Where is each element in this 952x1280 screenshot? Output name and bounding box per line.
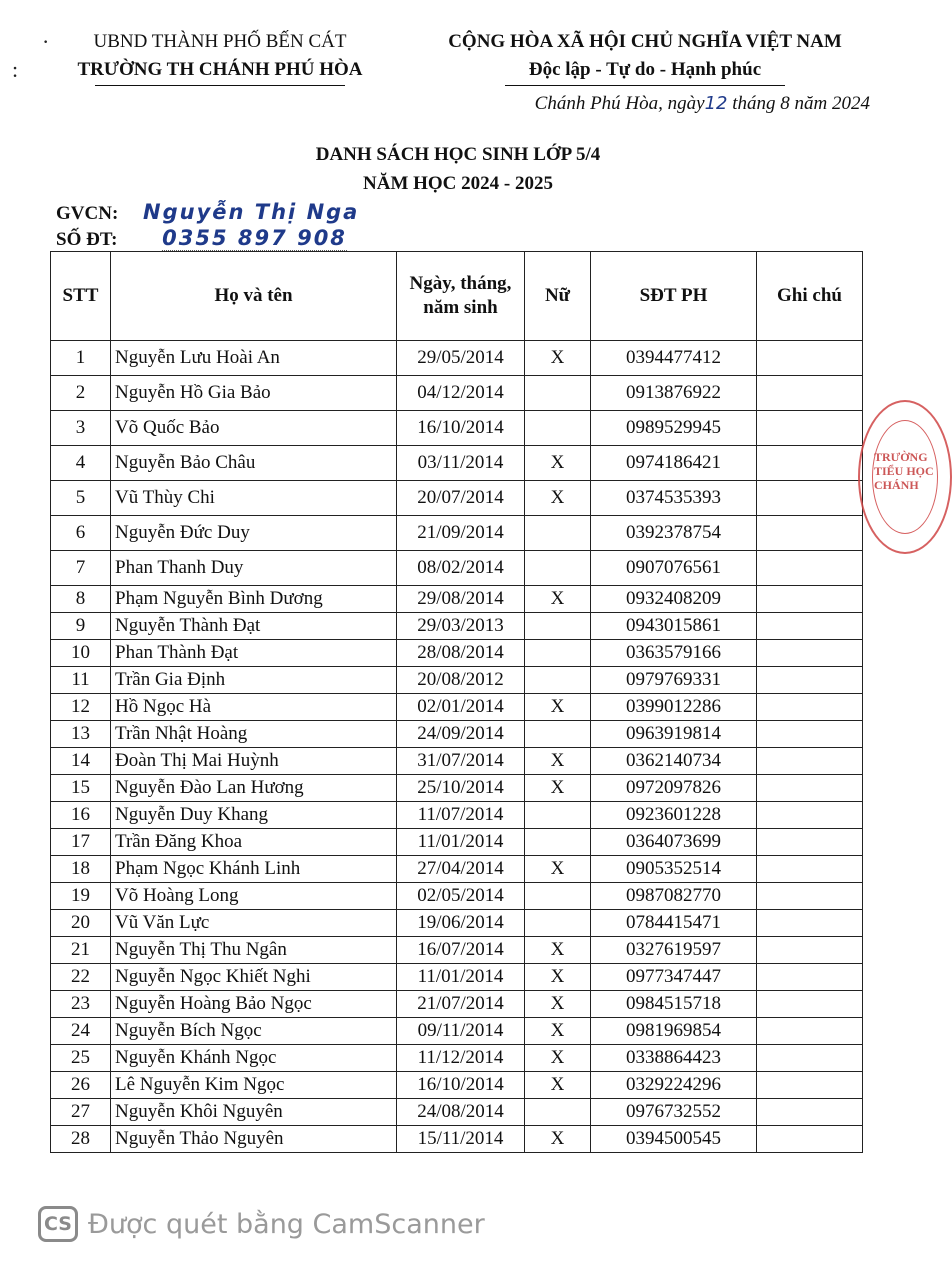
cell-dob: 19/06/2014 <box>397 910 525 937</box>
table-row <box>51 551 863 586</box>
cell-parent-phone: 0987082770 <box>591 883 757 910</box>
cell-stt: 7 <box>51 551 111 586</box>
cell-dob: 29/03/2013 <box>397 613 525 640</box>
table-row <box>51 991 863 1018</box>
cell-name: Nguyễn Lưu Hoài An <box>111 341 397 376</box>
cell-dob: 16/10/2014 <box>397 411 525 446</box>
cell-female <box>525 613 591 640</box>
cell-parent-phone: 0907076561 <box>591 551 757 586</box>
date-line <box>535 93 870 115</box>
cell-name: Nguyễn Ngọc Khiết Nghi <box>111 964 397 991</box>
header-left-underline <box>95 84 345 86</box>
cell-name: Phạm Nguyễn Bình Dương <box>111 586 397 613</box>
gvcn-value-handwritten: Nguyễn Thị Nga <box>143 200 360 224</box>
cell-name: Hồ Ngọc Hà <box>111 694 397 721</box>
cell-dob: 21/09/2014 <box>397 516 525 551</box>
cell-parent-phone: 0394500545 <box>591 1126 757 1153</box>
cell-note <box>757 613 863 640</box>
cell-name: Phan Thanh Duy <box>111 551 397 586</box>
gvcn-row <box>56 200 359 225</box>
cell-female: X <box>525 964 591 991</box>
date-prefix: Chánh Phú Hòa, ngày <box>534 93 705 114</box>
cell-female: X <box>525 341 591 376</box>
table-header-row <box>51 252 863 341</box>
cell-parent-phone: 0327619597 <box>591 937 757 964</box>
cell-parent-phone: 0399012286 <box>591 694 757 721</box>
cell-stt: 26 <box>51 1072 111 1099</box>
cell-dob: 16/10/2014 <box>397 1072 525 1099</box>
cell-name: Võ Hoàng Long <box>111 883 397 910</box>
cell-female: X <box>525 1045 591 1072</box>
cell-female: X <box>525 1072 591 1099</box>
table-row <box>51 481 863 516</box>
cell-note <box>757 446 863 481</box>
cell-note <box>757 481 863 516</box>
cell-name: Nguyễn Khôi Nguyên <box>111 1099 397 1126</box>
cell-parent-phone: 0963919814 <box>591 721 757 748</box>
cell-note <box>757 1045 863 1072</box>
cell-dob: 24/08/2014 <box>397 1099 525 1126</box>
cell-parent-phone: 0932408209 <box>591 586 757 613</box>
cell-parent-phone: 0976732552 <box>591 1099 757 1126</box>
cell-stt: 22 <box>51 964 111 991</box>
document-title: DANH SÁCH HỌC SINH LỚP 5/4 <box>315 144 601 165</box>
date-day-handwritten: 12 <box>704 93 728 114</box>
cell-parent-phone: 0905352514 <box>591 856 757 883</box>
scan-speck: : <box>12 57 19 82</box>
cell-name: Nguyễn Thảo Nguyên <box>111 1126 397 1153</box>
cell-parent-phone: 0989529945 <box>591 411 757 446</box>
cell-stt: 6 <box>51 516 111 551</box>
table-row <box>51 721 863 748</box>
table-row <box>51 694 863 721</box>
cell-note <box>757 640 863 667</box>
header-dob: Ngày, tháng, năm sinh <box>397 252 525 341</box>
student-table <box>50 251 863 1153</box>
header-stt: STT <box>51 252 111 341</box>
ministry-name: UBND THÀNH PHỐ BẾN CÁT <box>93 31 347 52</box>
camscanner-watermark: Được quét bằng CamScanner <box>88 1209 485 1240</box>
cell-female: X <box>525 481 591 516</box>
national-title: CỘNG HÒA XÃ HỘI CHỦ NGHĨA VIỆT NAM <box>448 31 842 52</box>
cell-stt: 23 <box>51 991 111 1018</box>
cell-stt: 10 <box>51 640 111 667</box>
cell-dob: 24/09/2014 <box>397 721 525 748</box>
scan-speck: · <box>42 29 50 54</box>
table-row <box>51 1126 863 1153</box>
cell-female <box>525 516 591 551</box>
camscanner-logo-icon: CS <box>38 1206 78 1242</box>
header-right <box>410 28 880 86</box>
cell-name: Đoàn Thị Mai Huỳnh <box>111 748 397 775</box>
cell-stt: 19 <box>51 883 111 910</box>
cell-stt: 20 <box>51 910 111 937</box>
cell-dob: 16/07/2014 <box>397 937 525 964</box>
cell-parent-phone: 0974186421 <box>591 446 757 481</box>
table-row <box>51 613 863 640</box>
cell-dob: 29/08/2014 <box>397 586 525 613</box>
table-row <box>51 376 863 411</box>
cell-note <box>757 856 863 883</box>
cell-note <box>757 551 863 586</box>
cell-stt: 14 <box>51 748 111 775</box>
table-row <box>51 446 863 481</box>
cell-note <box>757 910 863 937</box>
phone-label: SỐ ĐT: <box>56 229 118 250</box>
cell-note <box>757 991 863 1018</box>
cell-note <box>757 829 863 856</box>
cell-female <box>525 640 591 667</box>
cell-dob: 04/12/2014 <box>397 376 525 411</box>
cell-dob: 25/10/2014 <box>397 775 525 802</box>
table-row <box>51 516 863 551</box>
cell-female: X <box>525 775 591 802</box>
table-row <box>51 883 863 910</box>
cell-name: Nguyễn Khánh Ngọc <box>111 1045 397 1072</box>
cell-female <box>525 411 591 446</box>
cell-name: Nguyễn Đức Duy <box>111 516 397 551</box>
cell-parent-phone: 0984515718 <box>591 991 757 1018</box>
cell-note <box>757 411 863 446</box>
cell-stt: 28 <box>51 1126 111 1153</box>
cell-name: Trần Nhật Hoàng <box>111 721 397 748</box>
cell-female: X <box>525 694 591 721</box>
cell-name: Vũ Thùy Chi <box>111 481 397 516</box>
header-name: Họ và tên <box>111 252 397 341</box>
cell-dob: 20/07/2014 <box>397 481 525 516</box>
table-row <box>51 748 863 775</box>
header-female: Nữ <box>525 252 591 341</box>
table-row <box>51 964 863 991</box>
table-row <box>51 910 863 937</box>
cell-note <box>757 937 863 964</box>
cell-note <box>757 516 863 551</box>
cell-female <box>525 802 591 829</box>
date-suffix: tháng 8 năm 2024 <box>732 93 870 114</box>
cell-name: Nguyễn Bảo Châu <box>111 446 397 481</box>
cell-female: X <box>525 586 591 613</box>
cell-parent-phone: 0913876922 <box>591 376 757 411</box>
cell-female <box>525 551 591 586</box>
cell-dob: 31/07/2014 <box>397 748 525 775</box>
cell-dob: 03/11/2014 <box>397 446 525 481</box>
cell-female: X <box>525 991 591 1018</box>
cell-dob: 11/07/2014 <box>397 802 525 829</box>
table-row <box>51 586 863 613</box>
stamp-text: TRƯỜNG TIỂU HỌC CHÁNH <box>874 450 934 492</box>
cell-dob: 02/01/2014 <box>397 694 525 721</box>
cell-note <box>757 341 863 376</box>
cell-parent-phone: 0362140734 <box>591 748 757 775</box>
cell-female: X <box>525 748 591 775</box>
cell-note <box>757 883 863 910</box>
cell-note <box>757 748 863 775</box>
table-row <box>51 856 863 883</box>
cell-dob: 11/12/2014 <box>397 1045 525 1072</box>
cell-parent-phone: 0374535393 <box>591 481 757 516</box>
cell-stt: 3 <box>51 411 111 446</box>
cell-female <box>525 829 591 856</box>
table-row <box>51 411 863 446</box>
cell-female: X <box>525 1018 591 1045</box>
cell-stt: 4 <box>51 446 111 481</box>
cell-female: X <box>525 1126 591 1153</box>
cell-parent-phone: 0392378754 <box>591 516 757 551</box>
cell-name: Lê Nguyễn Kim Ngọc <box>111 1072 397 1099</box>
cell-parent-phone: 0338864423 <box>591 1045 757 1072</box>
cell-female: X <box>525 446 591 481</box>
cell-note <box>757 802 863 829</box>
cell-stt: 13 <box>51 721 111 748</box>
cell-dob: 29/05/2014 <box>397 341 525 376</box>
cell-dob: 02/05/2014 <box>397 883 525 910</box>
cell-dob: 28/08/2014 <box>397 640 525 667</box>
school-stamp <box>858 400 952 554</box>
cell-female <box>525 1099 591 1126</box>
table-row <box>51 802 863 829</box>
cell-note <box>757 775 863 802</box>
cell-parent-phone: 0977347447 <box>591 964 757 991</box>
cell-stt: 25 <box>51 1045 111 1072</box>
cell-stt: 11 <box>51 667 111 694</box>
header-note: Ghi chú <box>757 252 863 341</box>
cell-dob: 11/01/2014 <box>397 829 525 856</box>
cell-parent-phone: 0363579166 <box>591 640 757 667</box>
cell-female: X <box>525 856 591 883</box>
cell-note <box>757 1099 863 1126</box>
cell-stt: 8 <box>51 586 111 613</box>
cell-female <box>525 910 591 937</box>
cell-note <box>757 586 863 613</box>
cell-stt: 15 <box>51 775 111 802</box>
cell-note <box>757 1072 863 1099</box>
cell-name: Nguyễn Đào Lan Hương <box>111 775 397 802</box>
header-parent-phone: SĐT PH <box>591 252 757 341</box>
cell-stt: 21 <box>51 937 111 964</box>
cell-female <box>525 667 591 694</box>
cell-name: Nguyễn Hoàng Bảo Ngọc <box>111 991 397 1018</box>
cell-female <box>525 883 591 910</box>
cell-note <box>757 376 863 411</box>
header-right-underline <box>505 84 785 86</box>
school-name: TRƯỜNG TH CHÁNH PHÚ HÒA <box>77 59 363 80</box>
cell-name: Nguyễn Duy Khang <box>111 802 397 829</box>
cell-female <box>525 721 591 748</box>
cell-name: Nguyễn Thị Thu Ngân <box>111 937 397 964</box>
cell-parent-phone: 0394477412 <box>591 341 757 376</box>
cell-dob: 20/08/2012 <box>397 667 525 694</box>
cell-name: Vũ Văn Lực <box>111 910 397 937</box>
cell-stt: 24 <box>51 1018 111 1045</box>
table-row <box>51 640 863 667</box>
cell-stt: 16 <box>51 802 111 829</box>
phone-row <box>56 226 347 251</box>
cell-dob: 15/11/2014 <box>397 1126 525 1153</box>
cell-parent-phone: 0784415471 <box>591 910 757 937</box>
phone-value-handwritten: 0355 897 908 <box>162 226 347 250</box>
cell-name: Nguyễn Thành Đạt <box>111 613 397 640</box>
cell-stt: 5 <box>51 481 111 516</box>
gvcn-label: GVCN: <box>56 203 119 224</box>
cell-parent-phone: 0981969854 <box>591 1018 757 1045</box>
cell-note <box>757 667 863 694</box>
table-row <box>51 1018 863 1045</box>
cell-dob: 08/02/2014 <box>397 551 525 586</box>
cell-parent-phone: 0364073699 <box>591 829 757 856</box>
cell-parent-phone: 0943015861 <box>591 613 757 640</box>
cell-female: X <box>525 937 591 964</box>
cell-name: Nguyễn Hồ Gia Bảo <box>111 376 397 411</box>
table-row <box>51 341 863 376</box>
cell-name: Phan Thành Đạt <box>111 640 397 667</box>
cell-parent-phone: 0979769331 <box>591 667 757 694</box>
cell-parent-phone: 0972097826 <box>591 775 757 802</box>
cell-dob: 09/11/2014 <box>397 1018 525 1045</box>
cell-stt: 27 <box>51 1099 111 1126</box>
table-row <box>51 775 863 802</box>
table-row <box>51 937 863 964</box>
cell-stt: 1 <box>51 341 111 376</box>
cell-dob: 11/01/2014 <box>397 964 525 991</box>
cell-parent-phone: 0923601228 <box>591 802 757 829</box>
cell-name: Trần Gia Định <box>111 667 397 694</box>
cell-note <box>757 694 863 721</box>
cell-stt: 2 <box>51 376 111 411</box>
cell-note <box>757 721 863 748</box>
cell-stt: 12 <box>51 694 111 721</box>
cell-female <box>525 376 591 411</box>
table-row <box>51 829 863 856</box>
cell-note <box>757 1018 863 1045</box>
cell-name: Phạm Ngọc Khánh Linh <box>111 856 397 883</box>
cell-stt: 17 <box>51 829 111 856</box>
cell-name: Nguyễn Bích Ngọc <box>111 1018 397 1045</box>
cell-stt: 18 <box>51 856 111 883</box>
cell-stt: 9 <box>51 613 111 640</box>
cell-note <box>757 1126 863 1153</box>
table-row <box>51 1045 863 1072</box>
cell-name: Trần Đăng Khoa <box>111 829 397 856</box>
cell-note <box>757 964 863 991</box>
cell-dob: 27/04/2014 <box>397 856 525 883</box>
school-year: NĂM HỌC 2024 - 2025 <box>363 173 553 194</box>
cell-parent-phone: 0329224296 <box>591 1072 757 1099</box>
national-motto: Độc lập - Tự do - Hạnh phúc <box>528 59 762 80</box>
cell-dob: 21/07/2014 <box>397 991 525 1018</box>
table-row <box>51 1099 863 1126</box>
table-row <box>51 667 863 694</box>
header-left <box>40 28 400 86</box>
table-row <box>51 1072 863 1099</box>
cell-name: Võ Quốc Bảo <box>111 411 397 446</box>
